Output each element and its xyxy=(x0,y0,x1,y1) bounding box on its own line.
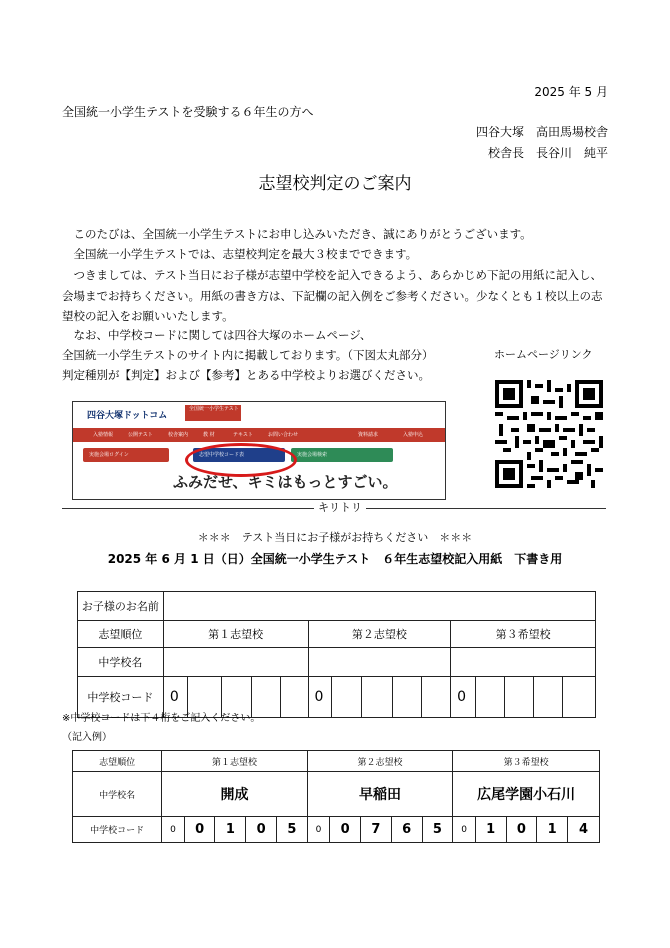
example-code-digit: 1 xyxy=(537,817,568,843)
code-digit-field[interactable] xyxy=(562,677,595,718)
choice-3-school-field[interactable] xyxy=(451,648,596,677)
example-code-digit: 0 xyxy=(506,817,537,843)
body-line-7: 全国統一小学生テストのサイト内に掲載しております。（下図太丸部分） xyxy=(62,348,434,362)
code-digit-field[interactable] xyxy=(393,677,422,718)
example-code-digit: 5 xyxy=(422,817,453,843)
body-line-2: 全国統一小学生テストでは、志望校判定を最大３校までできます。 xyxy=(62,247,418,261)
code-digit-field[interactable] xyxy=(533,677,562,718)
example-code-digit: 0 xyxy=(184,817,215,843)
nav-item: 校舎案内 xyxy=(168,432,189,438)
example-label: （記入例） xyxy=(62,732,112,743)
school-name-label: 中学校名 xyxy=(78,648,164,677)
example-school-1: 開成 xyxy=(162,772,308,817)
example-choice-1-header: 第１志望校 xyxy=(162,751,308,772)
example-code-digit: 7 xyxy=(361,817,392,843)
body-line-1: このたびは、全国統一小学生テストにお申し込みいただき、誠にありがとうございます。 xyxy=(62,227,532,241)
example-code-digit: 5 xyxy=(276,817,307,843)
code-digit-field[interactable] xyxy=(362,677,393,718)
code-prefix: 0 xyxy=(451,677,476,718)
form-heading: 2025 年 6 月 1 日（日）全国統一小学生テスト ６年生志望校記入用紙 下書き用 xyxy=(107,552,563,566)
nav-item: テキスト xyxy=(233,432,253,438)
cut-line-label: キリトリ xyxy=(318,501,362,514)
example-code-digit: 6 xyxy=(391,817,422,843)
example-rank-label: 志望順位 xyxy=(73,751,162,772)
example-code-digit: 0 xyxy=(162,817,185,843)
code-digit-field[interactable] xyxy=(280,677,308,718)
choice-2-school-field[interactable] xyxy=(308,648,451,677)
nav-item: 教 材 xyxy=(203,432,215,438)
venue-search-button: 実施会場検索 xyxy=(291,448,393,462)
code-digit-field[interactable] xyxy=(505,677,534,718)
example-code-digit: 1 xyxy=(475,817,506,843)
example-code-digit: 0 xyxy=(246,817,277,843)
date: 2025 年 5 月 xyxy=(534,85,608,99)
highlight-circle xyxy=(185,443,297,477)
code-digit-field[interactable] xyxy=(422,677,451,718)
code-prefix: 0 xyxy=(308,677,332,718)
nav-item: 入塾情報 xyxy=(93,432,114,438)
example-choice-3-header: 第３希望校 xyxy=(453,751,600,772)
example-school-2: 早稲田 xyxy=(307,772,453,817)
example-code-digit: 0 xyxy=(307,817,330,843)
body-line-8: 判定種別が【判定】および【参考】とある中学校よりお選びください。 xyxy=(62,368,430,382)
child-name-label: お子様のお名前 xyxy=(78,592,164,621)
example-code-digit: 0 xyxy=(330,817,361,843)
choice-3-header: 第３希望校 xyxy=(451,621,596,648)
code-digit-field[interactable] xyxy=(476,677,505,718)
code-note: ※中学校コードは下４桁をご記入ください。 xyxy=(62,713,261,724)
slogan: ふみだせ、キミはもっとすごい。 xyxy=(173,473,398,491)
example-school-3: 広尾学園小石川 xyxy=(453,772,600,817)
qr-code[interactable] xyxy=(495,380,603,488)
site-logo: 四谷大塚ドットコム xyxy=(87,411,168,421)
principal-name: 校舎長 長谷川 純平 xyxy=(487,146,608,160)
school-name: 四谷大塚 高田馬場校舎 xyxy=(475,125,608,139)
choice-1-header: 第１志望校 xyxy=(163,621,308,648)
page-title: 志望校判定のご案内 xyxy=(258,174,412,194)
venue-login-button: 実施会場ログイン xyxy=(83,448,169,462)
example-school-name-label: 中学校名 xyxy=(73,772,162,817)
choice-form-table xyxy=(77,591,596,718)
cut-line-left xyxy=(62,508,314,509)
body-line-5: 望校の記入をお願いいたします。 xyxy=(62,309,234,323)
example-table xyxy=(72,750,600,843)
body-line-4: 会場までお持ちください。用紙の書き方は、下記欄の記入例をご参考ください。少なくとも１校以上の志 xyxy=(62,289,603,303)
nav-item: 入塾申込 xyxy=(403,432,424,438)
nav-item: 公開テスト xyxy=(128,432,153,438)
rank-label: 志望順位 xyxy=(78,621,164,648)
test-banner: 全国統一小学生テスト xyxy=(185,405,241,421)
example-choice-2-header: 第２志望校 xyxy=(307,751,453,772)
choice-1-school-field[interactable] xyxy=(163,648,308,677)
nav-item: 資料請求 xyxy=(358,432,379,438)
example-code-digit: 1 xyxy=(215,817,246,843)
code-label: 中学校コード xyxy=(78,677,164,718)
choice-2-header: 第２志望校 xyxy=(308,621,451,648)
code-prefix: 0 xyxy=(163,677,187,718)
form-note: ＊＊＊ テスト当日にお子様がお持ちください ＊＊＊ xyxy=(197,531,473,544)
cut-line-right xyxy=(366,508,606,509)
recipient: 全国統一小学生テストを受験する６年生の方へ xyxy=(62,105,314,119)
example-code-digit: 0 xyxy=(453,817,476,843)
code-digit-field[interactable] xyxy=(332,677,362,718)
example-code-digit: 4 xyxy=(568,817,600,843)
body-line-6: なお、中学校コードに関しては四谷大塚のホームページ、 xyxy=(62,328,372,342)
body-line-3: つきましては、テスト当日にお子様が志望中学校を記入できるよう、あらかじめ下記の用紙に記入し、 xyxy=(62,268,603,282)
homepage-link-label: ホームページリンク xyxy=(494,348,593,361)
example-code-label: 中学校コード xyxy=(73,817,162,843)
school-code-button: 志望中学校コード表 xyxy=(193,448,285,462)
nav-item: お問い合わせ xyxy=(268,432,299,438)
child-name-field[interactable] xyxy=(163,592,595,621)
